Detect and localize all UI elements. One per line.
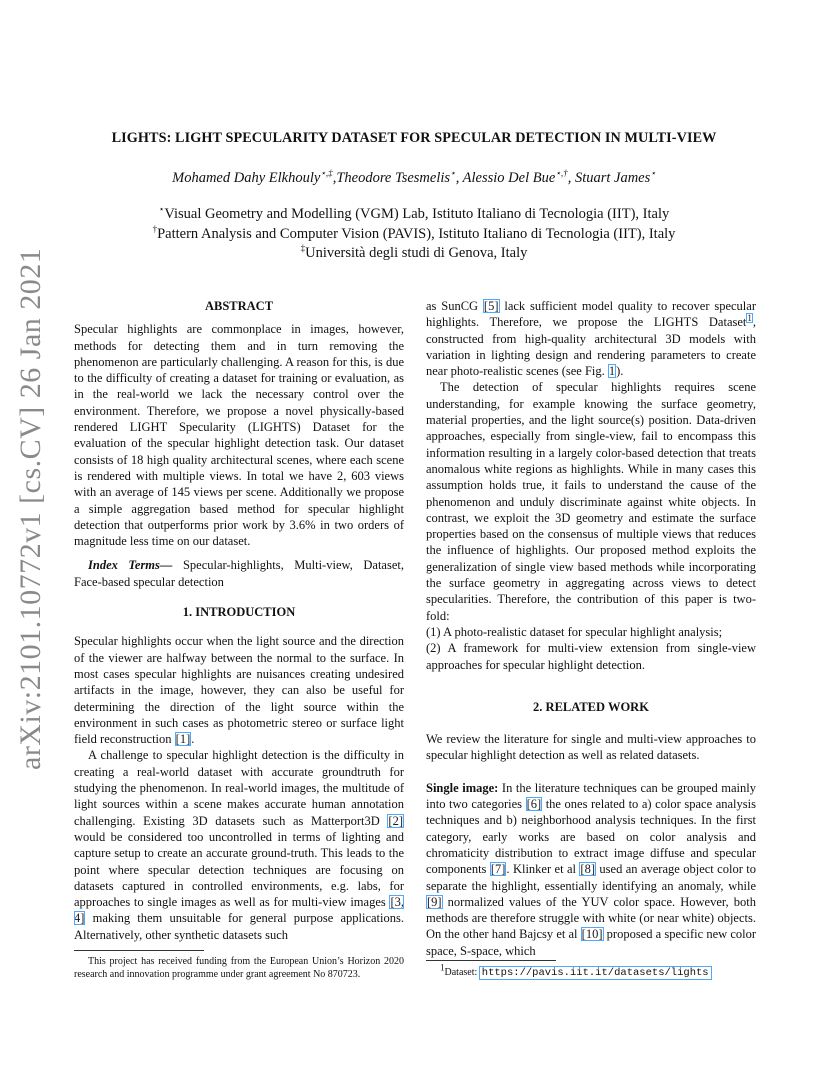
paragraph: We review the literature for single and multi-view approaches to specular highlight detection as well as related datasets. [426, 732, 756, 763]
affiliation-text: Pattern Analysis and Computer Vision (PAVIS), Istituto Italiano di Tecnologia (IIT), Italy [157, 226, 676, 242]
footnote-label: Dataset: [444, 967, 480, 978]
figure-link[interactable]: 1 [608, 364, 616, 379]
paragraph [426, 298, 756, 379]
paragraph [74, 633, 404, 747]
paragraph-text: ). [616, 364, 624, 379]
affiliation [60, 245, 768, 262]
author-name: Mohamed Dahy Elkhouly [172, 170, 321, 186]
citation-link[interactable]: [2] [388, 813, 403, 828]
paragraph-text: used an average object color to separate the highlight, essentially identifying an anomaly, while [426, 862, 756, 893]
citation-link[interactable]: [3, 4] [74, 895, 404, 926]
citation-link[interactable]: [1] [175, 732, 191, 747]
funding-footnote: This project has received funding from the European Union’s Horizon 2020 research and innovation programme under grant agreement No 870723. [74, 956, 404, 980]
paragraph-text: the ones related to a) color space analysis techniques and b) neighborhood analysis techniques. In the first category, early works are based on color analysis and chromaticity distribution to extract image diffuse and specular components [426, 797, 756, 877]
citation-link[interactable]: [7] [490, 862, 506, 877]
paragraph-text: normalized values of the YUV color space. However, both methods are therefore struggle with white (or near white) objects. On the other hand Bajcsy et al [426, 894, 756, 942]
dataset-footnote [440, 962, 711, 980]
paragraph: The detection of specular highlights requires scene understanding, for example knowing the surface geometry, material properties, and the light source(s) position. Data-driven approaches, especially from single-view, fail to encompass this information resulting in a largely color-based detection that treats anomalous white regions as highlights. While in many cases this assumption holds true, it fails to understand the cause of the phenomenon and unduly discriminate against white objects. In contrast, we exploit the 3D geometry and estimate the surface properties based on the consensus of multiple views that reduces the influence of highlights. Our proposed method exploits the generalization of single view based methods while incorporating the surface geometry in aggregating across views to detect specularities. Therefore, the contribution of this paper is two-fold: [426, 380, 756, 623]
citation-link[interactable]: [5] [483, 299, 499, 313]
author-name: , Alessio Del Bue [455, 170, 556, 186]
paragraph-text: making them unsuitable for general purpose applications. Alternatively, other synthetic datasets such [74, 911, 404, 942]
paragraph [74, 747, 404, 943]
author-affiliation-mark: ⋆ [450, 168, 456, 179]
abstract-body: Specular highlights are commonplace in images, however, methods for detecting them and in turn removing the phenomenon are particularly challenging. A reason for this, is due to the difficulty of creating a dataset for training or evaluation, as in the real-world we lack the necessary control over the environment. Therefore, we propose a novel physically-based rendered LIGHT Specularity (LIGHTS) Dataset for the evaluation of the specular highlight detection task. Our dataset consists of 18 high quality architectural scenes, where each scene is rendered with multiple views. In total we have 2, 603 views with an average of 145 views per scene. Additionally we propose a simple aggregation based method for specular highlight detection that outperforms prior work by 3.6% in two orders of magnitude less time on our dataset. [74, 322, 404, 549]
index-terms-text: Specular-highlights, Multi-view, Dataset, Face-based specular detection [74, 558, 404, 589]
author-name: , Stuart James [567, 170, 651, 186]
right-column [426, 298, 756, 959]
author-affiliation-mark: ⋆ [650, 168, 656, 179]
author-affiliation-mark: ⋆,‡ [320, 168, 333, 179]
contribution-item: (1) A photo-realistic dataset for specular highlight analysis; [426, 624, 723, 639]
footnote-divider [426, 960, 556, 961]
affiliation [60, 206, 768, 223]
index-terms [74, 557, 404, 590]
author-list [60, 170, 768, 187]
affiliation-text: Università degli studi di Genova, Italy [305, 245, 528, 261]
footnote-link[interactable]: 1 [747, 313, 752, 324]
section-heading-introduction: 1. INTRODUCTION [182, 605, 296, 620]
author-name: ,Theodore Tsesmelis [332, 170, 451, 186]
paragraph-label: Single image: [426, 780, 499, 795]
index-terms-label: Index Terms— [88, 558, 173, 573]
paragraph-text: . Klinker et al [506, 862, 580, 877]
paragraph-text: would be considered too uncontrolled in terms of lighting and capture setup to create an accurate ground-truth. This leads to the point where specular detection techniques are focusing on datasets captured in controlled environments, e.g. labs, for approaches to single images as well as for multi-view images [74, 829, 404, 910]
paper-title: LIGHTS: LIGHT SPECULARITY DATASET FOR SPECULAR DETECTION IN MULTI-VIEW [111, 130, 717, 146]
citation-link[interactable]: [6] [526, 797, 542, 812]
dataset-url-link[interactable]: https://pavis.iit.it/datasets/lights [481, 967, 709, 979]
footnote-mark: 1 [440, 962, 445, 973]
author-affiliation-mark: ⋆,† [555, 168, 568, 179]
affiliation-mark: † [152, 224, 158, 235]
section-heading-related-work: 2. RELATED WORK [533, 699, 649, 714]
citation-link[interactable]: [8] [580, 862, 595, 877]
affiliation-mark: ⋆ [158, 204, 165, 215]
paragraph-text: A challenge to specular highlight detection is the difficulty in creating a real-world dataset with accurate groundtruth for studying the phenomenon. In real-world images, the multitude of light sources within a scene makes accurate human annotation challenging. Existing 3D datasets such as Matterport3D [74, 748, 404, 828]
affiliation-mark: ‡ [300, 243, 306, 254]
contribution-item: (2) A framework for multi-view extension from single-view approaches for specular highlight detection. [426, 641, 756, 672]
paragraph-text: . [191, 732, 195, 747]
paragraph-text: lack sufficient model quality to recover specular highlights. Therefore, we propose the LIGHTS Dataset [426, 299, 756, 330]
abstract-heading: ABSTRACT [204, 299, 274, 313]
affiliation [60, 226, 768, 243]
left-column [74, 298, 404, 943]
footnote-divider [74, 950, 204, 951]
paragraph-text: , constructed from high-quality architectural 3D models with variation in lighting design and rendering parameters to create near photo-realistic scenes (see Fig. [426, 315, 756, 379]
paragraph-text: proposed a specific new color space, S-space, which [426, 927, 757, 958]
paragraph [426, 780, 756, 959]
arxiv-stamp: arXiv:2101.10772v1 [cs.CV] 26 Jan 2021 [14, 247, 47, 770]
affiliation-text: Visual Geometry and Modelling (VGM) Lab, Istituto Italiano di Tecnologia (IIT), Italy [164, 206, 670, 222]
paragraph-text: as SunCG [426, 299, 483, 313]
citation-link[interactable]: [10] [581, 927, 603, 942]
paragraph-text: In the literature techniques can be grouped mainly into two categories [426, 780, 756, 812]
citation-link[interactable]: [9] [427, 894, 442, 909]
paragraph-text: Specular highlights occur when the light source and the direction of the viewer are halfway between the normal to the surface. In most cases specular highlights are nuisances creating undesired artifacts in the image, however, they can also be useful for determining the direction of the light source within the environment in such cases as photometric stereo or surface light field reconstruction [74, 634, 404, 747]
